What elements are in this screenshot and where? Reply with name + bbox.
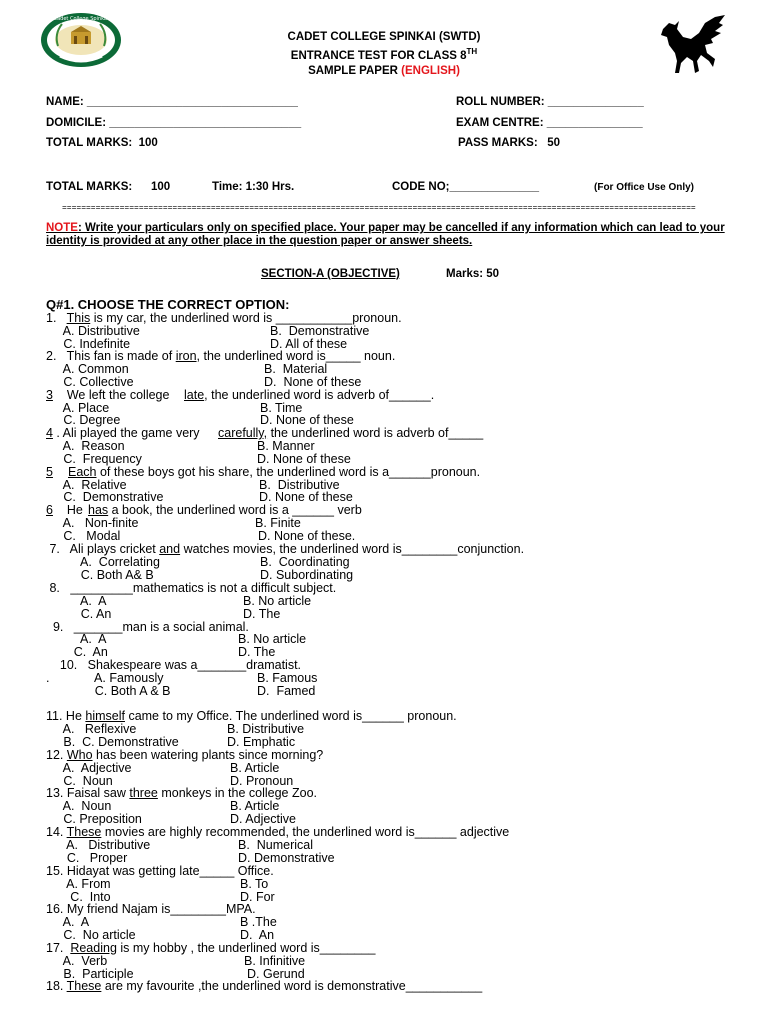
question-line xyxy=(46,427,203,440)
question-text: 15. Hidayat was getting late_____ Office. xyxy=(46,864,274,878)
question-line xyxy=(230,800,279,813)
question-line xyxy=(240,916,277,929)
question-text: C. No article xyxy=(46,928,136,942)
question-line xyxy=(238,852,335,865)
question-line xyxy=(46,595,106,608)
question-text: B. No article xyxy=(243,594,312,608)
question-text: D. None of these xyxy=(264,375,362,389)
question-line xyxy=(227,736,295,749)
question-text-rest: He xyxy=(52,503,87,517)
paper-subject: (ENGLISH) xyxy=(401,65,460,77)
roll-number-field[interactable]: ROLL NUMBER: _______________ xyxy=(456,96,644,108)
question-line xyxy=(46,710,457,723)
question-line xyxy=(218,427,483,440)
question-text: D. The xyxy=(243,607,281,621)
underlined-word: carefully, xyxy=(218,426,268,440)
question-line xyxy=(46,916,89,929)
question-line xyxy=(46,453,142,466)
question-text-rest: has been watering plants since morning? xyxy=(92,748,324,762)
question-text: C. Into xyxy=(46,890,111,904)
question-line xyxy=(46,466,67,479)
name-field[interactable]: NAME: _________________________________ xyxy=(46,96,298,108)
question-line xyxy=(46,440,125,453)
exam-time: Time: 1:30 Hrs. xyxy=(212,181,295,193)
question-line xyxy=(46,955,107,968)
question-line xyxy=(60,685,170,698)
question-text: 2. This fan is made of xyxy=(46,349,176,363)
pass-marks-label: PASS MARKS: 50 xyxy=(458,137,561,149)
question-text: A. Noun xyxy=(46,799,112,813)
question-line xyxy=(46,826,509,839)
test-title-text: ENTRANCE TEST FOR CLASS 8 xyxy=(290,49,467,62)
underlined-word: late xyxy=(184,388,205,402)
question-text: A. Distributive xyxy=(46,324,140,338)
question-text-rest xyxy=(53,465,67,479)
question-text: 13. Faisal saw xyxy=(46,786,130,800)
exam-total-label: TOTAL MARKS: xyxy=(46,181,133,193)
question-text: C. An xyxy=(46,607,112,621)
question-line xyxy=(240,878,268,891)
question-text: C. Noun xyxy=(46,774,113,788)
underlined-word: has xyxy=(88,503,109,517)
question-line xyxy=(46,852,127,865)
question-text-rest: the underlined word is adverb of_____ xyxy=(267,426,484,440)
question-line xyxy=(46,376,134,389)
underlined-word: Each xyxy=(68,465,97,479)
question-text: D. None of these. xyxy=(258,529,356,543)
question-text: C. Frequency xyxy=(46,452,142,466)
question-text: B .The xyxy=(240,915,277,929)
question-line xyxy=(238,633,306,646)
question-line xyxy=(259,491,353,504)
question-text: C. Modal xyxy=(46,529,121,543)
section-marks: Marks: 50 xyxy=(446,268,500,280)
question-text: A. Distributive xyxy=(46,838,151,852)
question-line xyxy=(46,800,111,813)
question-text-rest: watches movies, the underlined word is________conjunction. xyxy=(180,542,525,556)
note-text: : Write your particulars only on specified place. Your paper may be cancelled if any information which can lead to your identity is provided at any other place in the question paper or answer sheets. xyxy=(46,222,725,247)
question-line xyxy=(243,595,311,608)
question-line xyxy=(46,530,120,543)
exam-centre-field[interactable]: EXAM CENTRE: _______________ xyxy=(456,117,643,129)
question-text: B. Article xyxy=(230,799,280,813)
question-text: B. No article xyxy=(238,632,307,646)
paper-prefix: SAMPLE PAPER xyxy=(308,65,402,77)
question-text: . xyxy=(46,671,50,685)
question-text: C. Proper xyxy=(46,851,128,865)
question-line xyxy=(46,350,395,363)
question-text-rest: monkeys in the college Zoo. xyxy=(157,786,317,800)
question-text: 1. xyxy=(46,311,67,325)
question-text: B. Participle xyxy=(46,967,134,981)
question-text-rest: is my hobby , the underlined word is________ xyxy=(116,941,376,955)
question-text-rest: is my car, the underlined word is ___________pronoun. xyxy=(90,311,402,325)
domicile-field[interactable]: DOMICILE: ______________________________ xyxy=(46,117,302,129)
question-line xyxy=(46,325,140,338)
question-text: C. Preposition xyxy=(46,812,142,826)
question-text: B. To xyxy=(240,877,269,891)
question-line xyxy=(184,389,434,402)
question-line xyxy=(46,414,120,427)
question-text: D. Demonstrative xyxy=(238,851,335,865)
question-text: D. None of these xyxy=(260,413,354,427)
question-line xyxy=(46,569,154,582)
question-line xyxy=(46,865,274,878)
question-line xyxy=(46,878,111,891)
question-line xyxy=(264,363,327,376)
question-line xyxy=(46,389,173,402)
question-line xyxy=(46,736,179,749)
question-text: 18. xyxy=(46,979,67,993)
question-text: C. Indefinite xyxy=(46,337,131,351)
question-line xyxy=(60,672,164,685)
question-text: A. Famously xyxy=(60,671,164,685)
question-text: B. Distributive xyxy=(259,478,340,492)
question-line xyxy=(46,582,336,595)
paper-title xyxy=(0,65,768,77)
question-text: D. Emphatic xyxy=(227,735,296,749)
question-line xyxy=(257,685,315,698)
question-line xyxy=(46,491,163,504)
question-line xyxy=(46,363,129,376)
underlined-word: iron xyxy=(175,349,197,363)
question-text: B. Distributive xyxy=(227,722,305,736)
question-text: A. A xyxy=(46,594,107,608)
question-line xyxy=(244,955,305,968)
question-line xyxy=(260,569,353,582)
question-text: B. Manner xyxy=(257,439,315,453)
question-line xyxy=(46,813,142,826)
question-text: D. An xyxy=(240,928,275,942)
question-line xyxy=(238,646,275,659)
question-text: C. Both A & B xyxy=(60,684,171,698)
question-line xyxy=(227,723,304,736)
question-line xyxy=(46,723,136,736)
question-text: B. Famous xyxy=(257,671,318,685)
question-line xyxy=(257,672,317,685)
underlined-word: 6 xyxy=(46,503,53,517)
question-text: D. Famed xyxy=(257,684,316,698)
question-line xyxy=(257,453,351,466)
question-text: D. None of these xyxy=(257,452,351,466)
question-line xyxy=(260,414,354,427)
question-line xyxy=(46,556,160,569)
logo-left-text: Cadet College Spinkai xyxy=(53,16,109,22)
question-line xyxy=(46,543,524,556)
question-text: 7. Ali plays cricket xyxy=(46,542,160,556)
question-line xyxy=(258,530,355,543)
question-text: A. Verb xyxy=(46,954,108,968)
question-text: A. Non-finite xyxy=(46,516,139,530)
question-line xyxy=(46,646,108,659)
question-line xyxy=(46,312,402,325)
question-text: A. Common xyxy=(46,362,129,376)
question-line xyxy=(46,929,136,942)
total-marks-label: TOTAL MARKS: 100 xyxy=(46,137,158,149)
question-text: 17. xyxy=(46,941,71,955)
underlined-word: This xyxy=(66,311,91,325)
question-text: A. A xyxy=(46,915,90,929)
question-line xyxy=(260,556,350,569)
code-number-field[interactable]: CODE NO;______________ xyxy=(392,181,540,193)
question-text: D. Gerund xyxy=(247,967,305,981)
question-line xyxy=(46,787,317,800)
question-text: C. Demonstrative xyxy=(46,490,164,504)
question-line xyxy=(46,839,150,852)
question-text: D. All of these xyxy=(270,337,348,351)
underlined-word: and xyxy=(159,542,181,556)
question-text: A. Correlating xyxy=(46,555,160,569)
underlined-word: 5 xyxy=(46,465,53,479)
exam-total-value: 100 xyxy=(151,181,171,193)
underlined-word: Reading xyxy=(70,941,117,955)
question-line xyxy=(243,608,280,621)
question-text: 14. xyxy=(46,825,67,839)
question-text: D. Pronoun xyxy=(230,774,294,788)
question-text: A. Relative xyxy=(46,478,127,492)
note-label: NOTE xyxy=(46,222,78,234)
question-text-rest: are my favourite ,the underlined word is demonstrative___________ xyxy=(101,979,483,993)
question-text: B. Article xyxy=(230,761,280,775)
question-text-rest: came to my Office. The underlined word is______ pronoun. xyxy=(124,709,457,723)
question-line xyxy=(46,762,131,775)
test-title xyxy=(0,47,768,62)
underlined-word: three xyxy=(129,786,158,800)
question-text: B. C. Demonstrative xyxy=(46,735,179,749)
question-text: B. Material xyxy=(264,362,328,376)
question-line xyxy=(230,813,296,826)
question-line xyxy=(46,749,323,762)
underlined-word: himself xyxy=(85,709,125,723)
question-text: 9. _______man is a social animal. xyxy=(46,620,249,634)
question-text: D. For xyxy=(240,890,275,904)
question-line xyxy=(257,440,315,453)
question-text-rest: We left the college xyxy=(52,388,173,402)
question-text: 12. xyxy=(46,748,67,762)
note xyxy=(46,222,726,248)
question-text: 10. Shakespeare was a_______dramatist. xyxy=(46,658,302,672)
question-text: C. Degree xyxy=(46,413,121,427)
question-text: B. Time xyxy=(260,401,303,415)
question-text: D. The xyxy=(238,645,276,659)
question-text: 8. _________mathematics is not a difficult subject. xyxy=(46,581,337,595)
question-line xyxy=(46,903,256,916)
question-line xyxy=(46,608,111,621)
underlined-word: 4 xyxy=(46,426,53,440)
question-line xyxy=(264,376,361,389)
question-text: A. From xyxy=(46,877,111,891)
question-text: A. Reflexive xyxy=(46,722,137,736)
question-text: 11. He xyxy=(46,709,86,723)
divider: ==================================================================================================================================== xyxy=(62,204,696,213)
question-text: D. Adjective xyxy=(230,812,297,826)
question-line xyxy=(46,980,482,993)
underlined-word: These xyxy=(66,825,102,839)
question-text-rest: . Ali played the game very xyxy=(52,426,204,440)
question-text-rest: , the underlined word is adverb of______. xyxy=(204,388,435,402)
underlined-word: These xyxy=(66,979,102,993)
question-text: D. None of these xyxy=(259,490,353,504)
question-text-rest: a book, the underlined word is a ______ verb xyxy=(108,503,362,517)
question-heading: Q#1. CHOOSE THE CORRECT OPTION: xyxy=(46,297,290,312)
question-line xyxy=(46,633,106,646)
question-text: C. Collective xyxy=(46,375,134,389)
test-title-sup: TH xyxy=(466,47,478,56)
question-line xyxy=(238,839,313,852)
question-line xyxy=(46,942,375,955)
question-text-rest: movies are highly recommended, the underlined word is______ adjective xyxy=(101,825,510,839)
question-line xyxy=(46,517,138,530)
question-text: B. Demonstrative xyxy=(270,324,370,338)
question-text: A. Reason xyxy=(46,439,125,453)
question-text: C. Both A& B xyxy=(46,568,154,582)
question-line xyxy=(240,929,274,942)
question-line xyxy=(46,504,86,517)
question-line xyxy=(255,517,301,530)
question-text-rest: of these boys got his share, the underlined word is a______pronoun. xyxy=(96,465,481,479)
question-line xyxy=(68,466,480,479)
question-text: B. Coordinating xyxy=(260,555,350,569)
question-text: B. Infinitive xyxy=(244,954,306,968)
question-line xyxy=(46,659,301,672)
question-text: A. Place xyxy=(46,401,110,415)
question-text: 16. My friend Najam is________MPA. xyxy=(46,902,256,916)
question-text: D. Subordinating xyxy=(260,568,354,582)
question-line xyxy=(230,762,279,775)
section-title: SECTION-A (OBJECTIVE) xyxy=(261,268,400,280)
college-name: CADET COLLEGE SPINKAI (SWTD) xyxy=(287,31,481,43)
underlined-word: 3 xyxy=(46,388,53,402)
question-line xyxy=(88,504,362,517)
underlined-word: Who xyxy=(66,748,93,762)
question-text: A. Adjective xyxy=(46,761,132,775)
question-text: A. A xyxy=(46,632,107,646)
office-use-label: (For Office Use Only) xyxy=(594,182,695,193)
question-text: C. An xyxy=(46,645,108,659)
question-text: B. Numerical xyxy=(238,838,314,852)
question-text-rest: , the underlined word is_____ noun. xyxy=(196,349,396,363)
question-line xyxy=(46,672,49,685)
question-line xyxy=(270,325,369,338)
question-text: B. Finite xyxy=(255,516,301,530)
